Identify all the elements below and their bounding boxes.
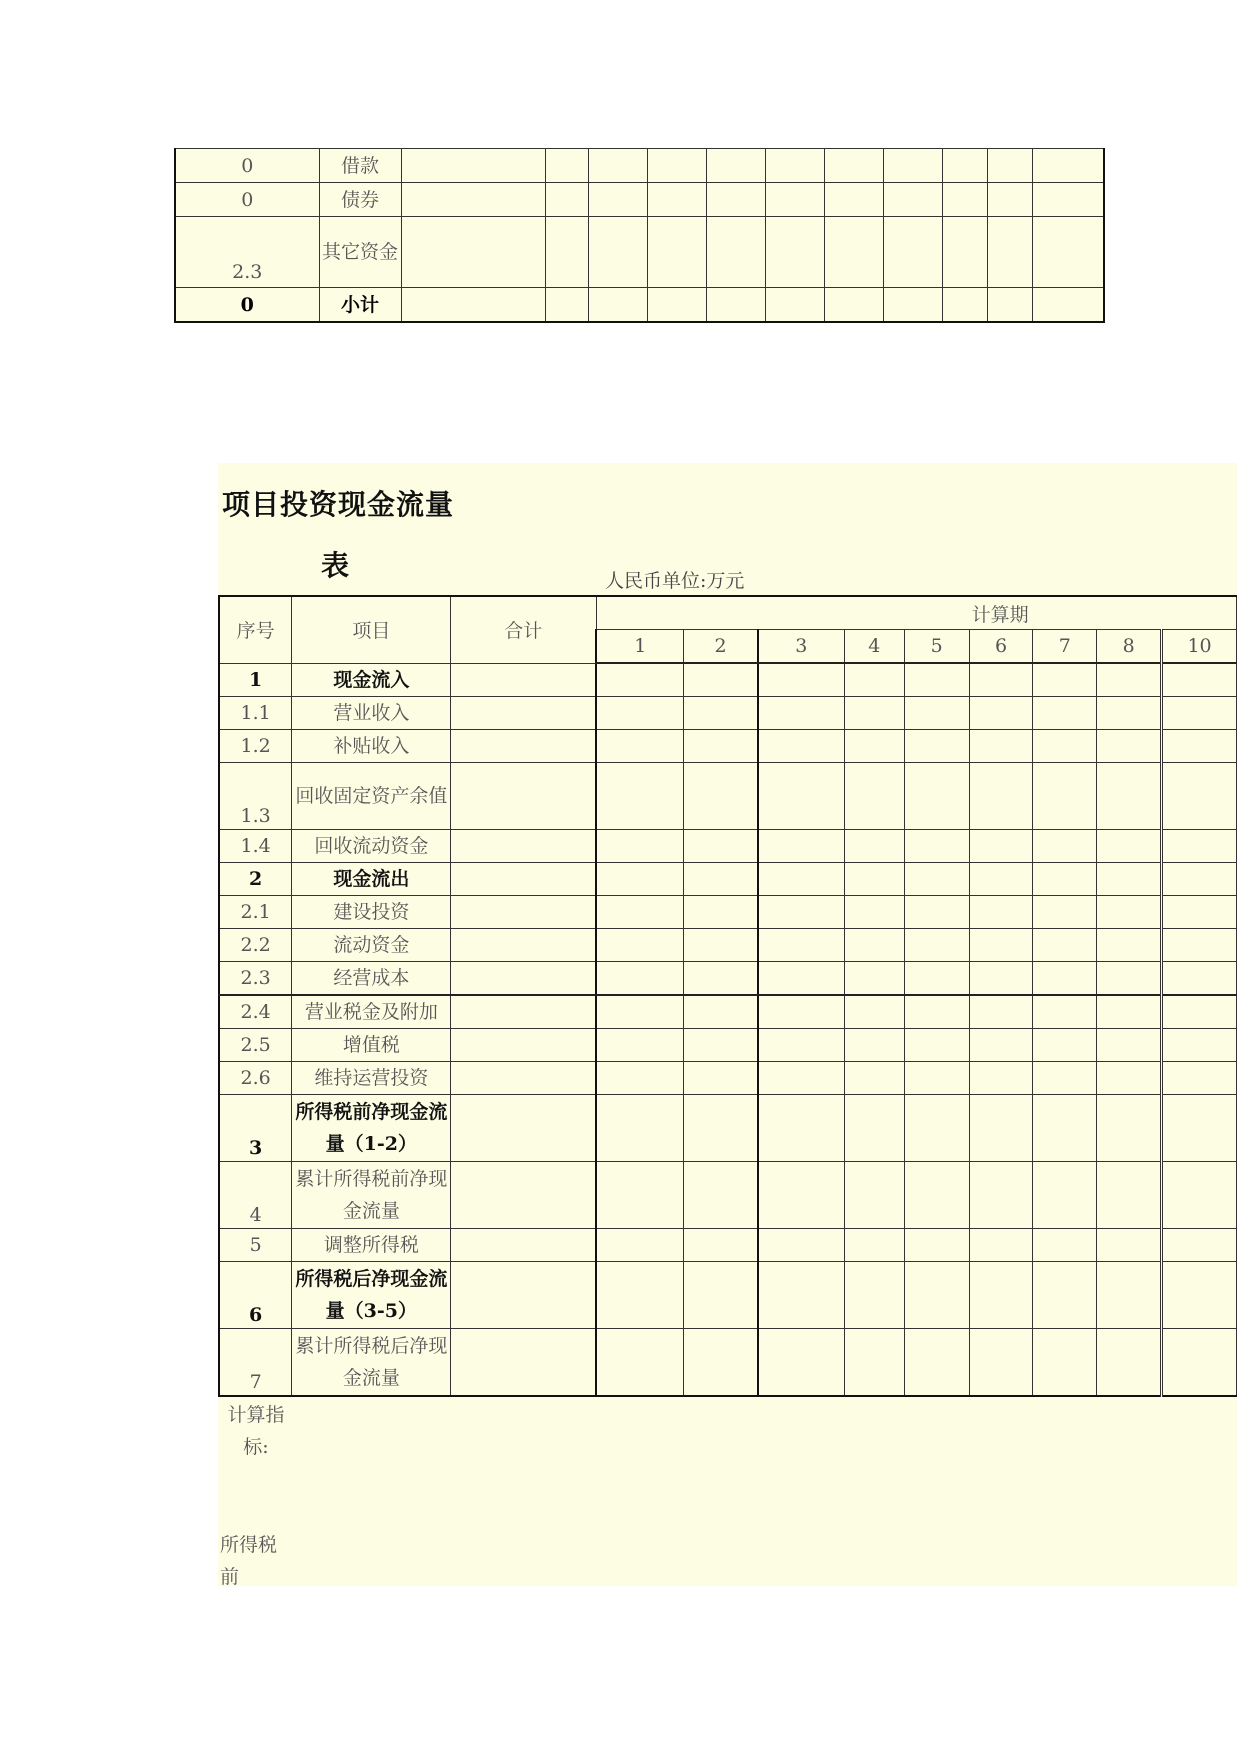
top-row-cell: [987, 217, 1032, 288]
row-item: 维持运营投资: [292, 1062, 451, 1095]
row-period-cell: [1033, 830, 1097, 863]
row-period-cell: [844, 995, 904, 1029]
top-row-cell: [883, 288, 942, 323]
period-header-7: 7: [1033, 630, 1097, 664]
row-total-cell: [451, 863, 596, 896]
row-seq: 1.3: [219, 763, 292, 830]
row-total-cell: [451, 1262, 596, 1329]
header-total: 合计: [451, 596, 596, 663]
row-period-cell: [969, 1262, 1033, 1329]
row-seq: 2.3: [219, 962, 292, 996]
row-period-cell: [844, 730, 904, 763]
row-item: 累计所得税后净现金流量: [292, 1329, 451, 1397]
row-period-cell: [596, 995, 684, 1029]
table-row: [219, 830, 1237, 863]
top-row-cell: [545, 288, 588, 323]
row-period-cell: [1097, 763, 1162, 830]
row-seq: 2.5: [219, 1029, 292, 1062]
row-period-cell: [1162, 863, 1237, 896]
top-fragment-table: [174, 148, 1105, 323]
row-item: 营业税金及附加: [292, 995, 451, 1029]
top-row-cell: [765, 217, 824, 288]
row-period-cell: [904, 929, 969, 962]
top-row-cell: [765, 183, 824, 217]
row-period-cell: [1033, 962, 1097, 996]
row-period-cell: [684, 1229, 758, 1262]
top-row-cell: [987, 149, 1032, 183]
row-period-cell: [758, 962, 845, 996]
top-row-cell: [401, 288, 545, 323]
row-period-cell: [904, 863, 969, 896]
row-period-cell: [1033, 1162, 1097, 1229]
top-row-item: 小计: [319, 288, 401, 323]
top-row-cell: [588, 288, 647, 323]
row-period-cell: [844, 830, 904, 863]
top-row-cell: [706, 217, 765, 288]
row-period-cell: [1033, 1329, 1097, 1397]
row-item: 回收固定资产余值: [292, 763, 451, 830]
row-period-cell: [758, 830, 845, 863]
row-period-cell: [684, 1162, 758, 1229]
row-period-cell: [596, 730, 684, 763]
row-period-cell: [596, 1062, 684, 1095]
row-period-cell: [969, 830, 1033, 863]
row-period-cell: [1097, 1329, 1162, 1397]
row-period-cell: [758, 730, 845, 763]
row-total-cell: [451, 962, 596, 996]
row-period-cell: [904, 1329, 969, 1397]
row-period-cell: [1162, 1062, 1237, 1095]
table-row: [219, 1095, 1237, 1162]
row-total-cell: [451, 763, 596, 830]
top-row-cell: [1032, 217, 1104, 288]
row-period-cell: [844, 896, 904, 929]
top-row-cell: [824, 217, 883, 288]
row-period-cell: [596, 1262, 684, 1329]
row-period-cell: [684, 896, 758, 929]
row-period-cell: [1162, 1329, 1237, 1397]
row-period-cell: [684, 697, 758, 730]
row-period-cell: [758, 663, 845, 697]
row-period-cell: [1162, 697, 1237, 730]
row-period-cell: [1097, 697, 1162, 730]
table-row: [219, 995, 1237, 1029]
row-total-cell: [451, 1062, 596, 1095]
row-period-cell: [1097, 962, 1162, 996]
top-row-cell: [401, 149, 545, 183]
row-period-cell: [684, 863, 758, 896]
top-row-cell: [824, 149, 883, 183]
top-row-cell: [545, 149, 588, 183]
top-row-cell: [942, 149, 987, 183]
top-row-seq: 0: [175, 149, 319, 183]
row-item: 调整所得税: [292, 1229, 451, 1262]
row-period-cell: [904, 1162, 969, 1229]
period-header-6: 6: [969, 630, 1033, 664]
cash-flow-table: [218, 595, 1237, 1397]
row-period-cell: [684, 1062, 758, 1095]
row-period-cell: [844, 1262, 904, 1329]
row-period-cell: [1033, 863, 1097, 896]
row-period-cell: [969, 1329, 1033, 1397]
sheet-title: 项目投资现金流量: [222, 488, 455, 521]
top-table-row: [175, 217, 1104, 288]
row-period-cell: [1162, 929, 1237, 962]
period-header-3: 3: [758, 630, 845, 664]
row-period-cell: [1097, 1095, 1162, 1162]
table-row: [219, 863, 1237, 896]
table-row: [219, 763, 1237, 830]
row-period-cell: [969, 663, 1033, 697]
row-period-cell: [758, 1162, 845, 1229]
row-period-cell: [1162, 763, 1237, 830]
row-period-cell: [596, 1162, 684, 1229]
table-row: [219, 962, 1237, 996]
row-item: 流动资金: [292, 929, 451, 962]
row-period-cell: [1097, 995, 1162, 1029]
row-period-cell: [596, 1229, 684, 1262]
top-table-row: [175, 183, 1104, 217]
row-item: 回收流动资金: [292, 830, 451, 863]
row-period-cell: [758, 1229, 845, 1262]
row-total-cell: [451, 830, 596, 863]
row-period-cell: [684, 730, 758, 763]
top-row-cell: [706, 183, 765, 217]
row-period-cell: [758, 1329, 845, 1397]
row-period-cell: [684, 1029, 758, 1062]
row-seq: 1.2: [219, 730, 292, 763]
row-period-cell: [969, 896, 1033, 929]
row-period-cell: [1162, 830, 1237, 863]
row-seq: 2.2: [219, 929, 292, 962]
row-period-cell: [904, 730, 969, 763]
top-row-cell: [647, 217, 706, 288]
row-period-cell: [758, 863, 845, 896]
table-row: [219, 663, 1237, 697]
row-item: 现金流出: [292, 863, 451, 896]
top-row-cell: [647, 149, 706, 183]
row-period-cell: [684, 663, 758, 697]
calc-indicator-label: 计算指标:: [227, 1404, 285, 1458]
top-row-item: 借款: [319, 149, 401, 183]
top-row-seq: 0: [175, 288, 319, 323]
row-seq: 1: [219, 663, 292, 697]
header-item: 项目: [292, 596, 451, 663]
row-period-cell: [596, 697, 684, 730]
period-header-2: 2: [684, 630, 758, 664]
row-period-cell: [844, 763, 904, 830]
row-total-cell: [451, 929, 596, 962]
row-period-cell: [844, 1329, 904, 1397]
row-period-cell: [844, 1095, 904, 1162]
row-period-cell: [904, 962, 969, 996]
row-period-cell: [844, 1062, 904, 1095]
table-row: [219, 1162, 1237, 1229]
row-period-cell: [596, 896, 684, 929]
table-row: [219, 730, 1237, 763]
top-row-cell: [824, 288, 883, 323]
row-period-cell: [969, 863, 1033, 896]
top-row-cell: [1032, 149, 1104, 183]
row-period-cell: [1162, 730, 1237, 763]
row-period-cell: [596, 763, 684, 830]
row-period-cell: [969, 1229, 1033, 1262]
table-row: [219, 1029, 1237, 1062]
row-period-cell: [904, 896, 969, 929]
row-seq: 1.4: [219, 830, 292, 863]
row-period-cell: [1097, 929, 1162, 962]
table-row: [219, 1329, 1237, 1397]
row-item: 营业收入: [292, 697, 451, 730]
top-table-row: [175, 288, 1104, 323]
table-row: [219, 896, 1237, 929]
top-row-cell: [765, 149, 824, 183]
cash-flow-sheet: [218, 463, 1237, 1586]
row-period-cell: [1162, 1029, 1237, 1062]
row-period-cell: [684, 830, 758, 863]
row-total-cell: [451, 730, 596, 763]
row-period-cell: [969, 1029, 1033, 1062]
table-row: [219, 929, 1237, 962]
row-item: 现金流入: [292, 663, 451, 697]
row-period-cell: [1162, 1262, 1237, 1329]
row-period-cell: [844, 1029, 904, 1062]
row-period-cell: [758, 929, 845, 962]
row-item: 累计所得税前净现金流量: [292, 1162, 451, 1229]
top-row-cell: [987, 183, 1032, 217]
top-row-cell: [1032, 288, 1104, 323]
row-period-cell: [758, 697, 845, 730]
row-seq: 1.1: [219, 697, 292, 730]
top-row-cell: [942, 217, 987, 288]
row-period-cell: [1033, 1062, 1097, 1095]
period-header-10: 10: [1162, 630, 1237, 664]
row-seq: 6: [219, 1262, 292, 1329]
row-seq: 2.1: [219, 896, 292, 929]
row-period-cell: [969, 962, 1033, 996]
row-item: 增值税: [292, 1029, 451, 1062]
row-period-cell: [596, 1329, 684, 1397]
row-seq: 2.6: [219, 1062, 292, 1095]
row-period-cell: [969, 1162, 1033, 1229]
row-period-cell: [1162, 1162, 1237, 1229]
row-period-cell: [1162, 663, 1237, 697]
row-period-cell: [596, 1029, 684, 1062]
row-period-cell: [596, 830, 684, 863]
row-period-cell: [904, 697, 969, 730]
row-total-cell: [451, 1029, 596, 1062]
table-row: [219, 697, 1237, 730]
row-period-cell: [758, 763, 845, 830]
row-period-cell: [684, 1262, 758, 1329]
row-period-cell: [1097, 1229, 1162, 1262]
table-row: [219, 1062, 1237, 1095]
row-period-cell: [904, 1062, 969, 1095]
row-item: 所得税后净现金流量（3-5）: [292, 1262, 451, 1329]
top-row-seq: 0: [175, 183, 319, 217]
top-row-item: 债券: [319, 183, 401, 217]
period-header-1: 1: [596, 630, 684, 664]
top-row-cell: [824, 183, 883, 217]
row-period-cell: [1097, 1029, 1162, 1062]
row-period-cell: [904, 763, 969, 830]
top-row-cell: [706, 288, 765, 323]
row-period-cell: [969, 730, 1033, 763]
row-period-cell: [684, 962, 758, 996]
top-row-item: 其它资金: [319, 217, 401, 288]
row-item: 经营成本: [292, 962, 451, 996]
top-row-cell: [545, 217, 588, 288]
row-period-cell: [1162, 1095, 1237, 1162]
row-seq: 3: [219, 1095, 292, 1162]
row-period-cell: [844, 962, 904, 996]
row-period-cell: [684, 1329, 758, 1397]
row-period-cell: [1033, 763, 1097, 830]
row-period-cell: [758, 896, 845, 929]
row-period-cell: [758, 995, 845, 1029]
row-total-cell: [451, 995, 596, 1029]
row-total-cell: [451, 1162, 596, 1229]
row-total-cell: [451, 663, 596, 697]
top-row-cell: [942, 183, 987, 217]
header-period: 计算期: [596, 596, 1236, 630]
top-row-cell: [883, 149, 942, 183]
row-period-cell: [1097, 896, 1162, 929]
row-total-cell: [451, 896, 596, 929]
row-period-cell: [758, 1062, 845, 1095]
row-period-cell: [844, 1229, 904, 1262]
pre-tax-label: 所得税前: [220, 1534, 278, 1588]
row-period-cell: [596, 863, 684, 896]
row-period-cell: [969, 995, 1033, 1029]
row-period-cell: [684, 763, 758, 830]
row-item: 建设投资: [292, 896, 451, 929]
row-period-cell: [1097, 863, 1162, 896]
top-row-cell: [401, 217, 545, 288]
top-row-cell: [588, 183, 647, 217]
top-row-cell: [588, 217, 647, 288]
row-seq: 2: [219, 863, 292, 896]
row-period-cell: [1033, 697, 1097, 730]
row-item: 补贴收入: [292, 730, 451, 763]
top-row-cell: [765, 288, 824, 323]
row-period-cell: [1033, 1029, 1097, 1062]
period-header-4: 4: [844, 630, 904, 664]
row-period-cell: [904, 1229, 969, 1262]
row-period-cell: [758, 1029, 845, 1062]
row-period-cell: [758, 1262, 845, 1329]
row-period-cell: [904, 830, 969, 863]
row-period-cell: [904, 995, 969, 1029]
row-seq: 4: [219, 1162, 292, 1229]
row-period-cell: [1033, 1262, 1097, 1329]
row-period-cell: [758, 1095, 845, 1162]
row-period-cell: [1033, 1095, 1097, 1162]
row-total-cell: [451, 1229, 596, 1262]
header-seq: 序号: [219, 596, 292, 663]
top-table-row: [175, 149, 1104, 183]
row-period-cell: [904, 1095, 969, 1162]
table-row: [219, 1262, 1237, 1329]
row-period-cell: [1097, 663, 1162, 697]
row-period-cell: [596, 663, 684, 697]
row-period-cell: [1162, 1229, 1237, 1262]
top-row-cell: [883, 183, 942, 217]
row-period-cell: [969, 1062, 1033, 1095]
table-row: [219, 1229, 1237, 1262]
row-period-cell: [1033, 730, 1097, 763]
top-row-seq: 2.3: [175, 217, 319, 288]
row-period-cell: [1162, 962, 1237, 996]
row-total-cell: [451, 1329, 596, 1397]
row-period-cell: [596, 1095, 684, 1162]
row-period-cell: [596, 929, 684, 962]
top-row-cell: [942, 288, 987, 323]
top-row-cell: [401, 183, 545, 217]
row-period-cell: [684, 995, 758, 1029]
row-period-cell: [1033, 1229, 1097, 1262]
row-period-cell: [1097, 830, 1162, 863]
top-row-cell: [647, 183, 706, 217]
row-period-cell: [1033, 663, 1097, 697]
top-row-cell: [588, 149, 647, 183]
row-period-cell: [1097, 1262, 1162, 1329]
row-period-cell: [1162, 896, 1237, 929]
row-total-cell: [451, 1095, 596, 1162]
row-period-cell: [844, 1162, 904, 1229]
row-total-cell: [451, 697, 596, 730]
row-seq: 2.4: [219, 995, 292, 1029]
row-period-cell: [969, 763, 1033, 830]
sheet-title-continued: 表: [321, 549, 350, 582]
row-period-cell: [684, 1095, 758, 1162]
row-period-cell: [1033, 896, 1097, 929]
row-period-cell: [969, 1095, 1033, 1162]
top-row-cell: [647, 288, 706, 323]
row-seq: 7: [219, 1329, 292, 1397]
row-period-cell: [904, 1029, 969, 1062]
top-row-cell: [987, 288, 1032, 323]
row-period-cell: [969, 697, 1033, 730]
row-period-cell: [1162, 995, 1237, 1029]
row-period-cell: [596, 962, 684, 996]
row-period-cell: [904, 663, 969, 697]
top-row-cell: [545, 183, 588, 217]
row-period-cell: [1097, 730, 1162, 763]
row-period-cell: [844, 863, 904, 896]
period-header-5: 5: [904, 630, 969, 664]
row-period-cell: [1097, 1062, 1162, 1095]
top-row-cell: [883, 217, 942, 288]
period-header-8: 8: [1097, 630, 1162, 664]
top-row-cell: [1032, 183, 1104, 217]
row-period-cell: [844, 697, 904, 730]
row-period-cell: [904, 1262, 969, 1329]
top-row-cell: [706, 149, 765, 183]
row-period-cell: [1033, 929, 1097, 962]
header-row: [219, 596, 1237, 630]
currency-unit-label: 人民币单位:万元: [605, 570, 745, 592]
row-seq: 5: [219, 1229, 292, 1262]
row-period-cell: [844, 929, 904, 962]
row-period-cell: [1097, 1162, 1162, 1229]
row-period-cell: [844, 663, 904, 697]
row-period-cell: [684, 929, 758, 962]
row-item: 所得税前净现金流量（1-2）: [292, 1095, 451, 1162]
row-period-cell: [969, 929, 1033, 962]
row-period-cell: [1033, 995, 1097, 1029]
